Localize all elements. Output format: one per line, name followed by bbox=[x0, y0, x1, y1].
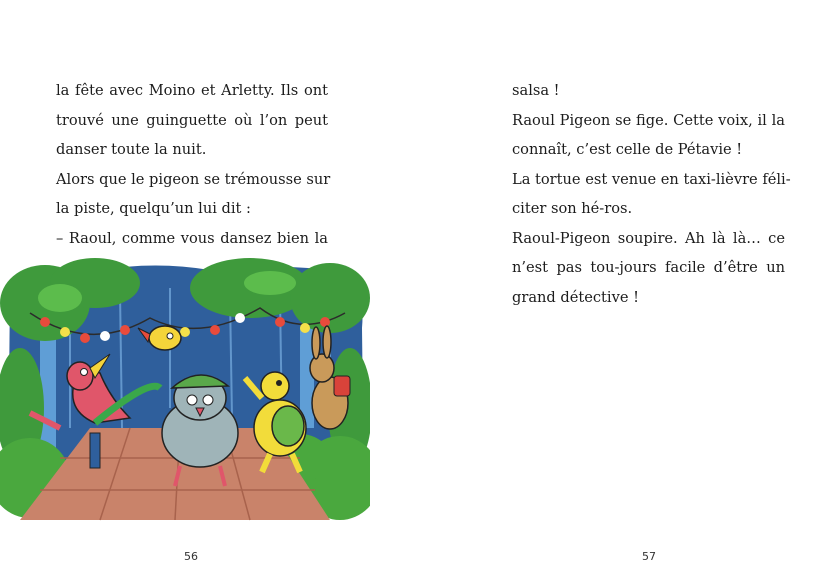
text-line: La tortue est venue en taxi-lièvre féli- bbox=[512, 170, 791, 188]
text-line: citer son hé-ros. bbox=[512, 200, 633, 217]
text-line: Raoul-Pigeon soupire. Ah là là… ce bbox=[512, 229, 785, 247]
page-number: 56 bbox=[184, 550, 198, 563]
page-number: 57 bbox=[642, 550, 656, 563]
text-line: grand détective ! bbox=[512, 288, 639, 306]
text-line: la piste, quelqu’un lui dit : bbox=[56, 200, 251, 217]
right-page-text bbox=[512, 76, 791, 312]
text-line: – Raoul, comme vous dansez bien la bbox=[56, 229, 328, 247]
text-line: salsa ! bbox=[512, 82, 560, 99]
text-line: Raoul Pigeon se fige. Cette voix, il la bbox=[512, 111, 785, 129]
text-line: trouvé une guinguette où l’on peut bbox=[56, 111, 328, 129]
text-line: n’est pas tou-jours facile d’être un bbox=[512, 259, 785, 276]
right-page bbox=[420, 0, 840, 588]
text-line: Alors que le pigeon se trémousse sur bbox=[56, 170, 331, 188]
dance-party-illustration bbox=[0, 258, 370, 528]
text-line: danser toute la nuit. bbox=[56, 141, 207, 158]
text-line: la fête avec Moino et Arletty. Ils ont bbox=[56, 82, 328, 99]
left-page-text bbox=[56, 76, 331, 253]
text-line: connaît, c’est celle de Pétavie ! bbox=[512, 141, 743, 158]
